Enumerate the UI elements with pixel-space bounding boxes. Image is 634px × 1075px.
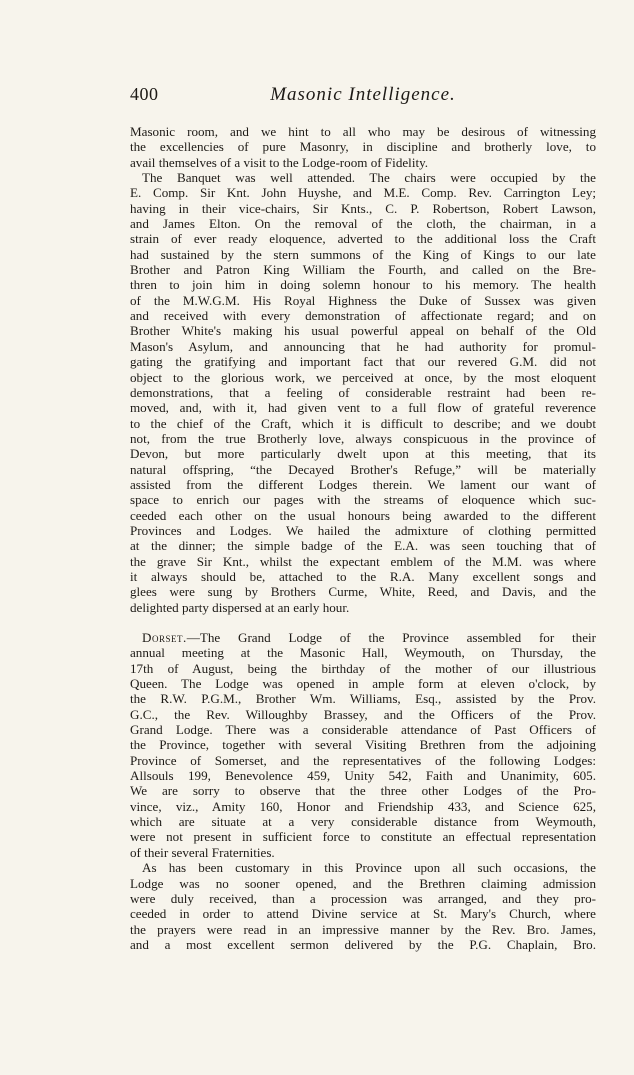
text-line: demonstrations, that a feeling of considerable restraint had been re- (130, 384, 596, 400)
text-line: Lodge was no sooner opened, and the Brethren claiming admission (130, 875, 596, 891)
text-line: moved, and, with it, had given vent to a full flow of grateful reverence (130, 400, 596, 416)
text-line: the R.W. P.G.M., Brother Wm. Williams, Esq., assisted by the Prov. (130, 691, 596, 707)
text-line: Province of Somerset, and the representatives of the following Lodges: (130, 752, 596, 768)
text-line: Masonic room, and we hint to all who may be desirous of witnessing (130, 124, 596, 139)
text-line: it always should be, attached to the R.A. Many excellent songs and (130, 568, 596, 584)
text-line: vince, viz., Amity 160, Honor and Friendship 433, and Science 625, (130, 798, 596, 814)
text-line: delighted party dispersed at an early hour. (130, 599, 350, 615)
text-line: 17th of August, being the birthday of the mother of our illustrious (130, 660, 596, 676)
text-line: were duly received, than a procession was arranged, and they pro- (130, 890, 596, 906)
text-line: to the chief of the Craft, which it is difficult to describe; and we doubt (130, 415, 596, 431)
text-line: and a most excellent sermon delivered by the P.G. Chaplain, Bro. (130, 936, 596, 952)
text-line: the prayers were read in an impressive manner by the Rev. Bro. James, (130, 921, 596, 937)
article-body (130, 124, 596, 952)
text-line: G.C., the Rev. Willoughby Brassey, and the Officers of the Prov. (130, 706, 596, 722)
page-header (130, 84, 596, 110)
text-line: object to the glorious work, we perceived at once, by the most eloquent (130, 369, 596, 385)
text-line: the excellencies of pure Masonry, in discipline and brotherly love, to (130, 139, 596, 155)
text-line: Allsouls 199, Benevolence 459, Unity 542, Faith and Unanimity, 605. (130, 768, 596, 784)
text-line: having in their vice-chairs, Sir Knts., C. P. Robertson, Robert Lawson, (130, 200, 596, 216)
text-line: and James Elton. On the removal of the cloth, the chairman, in a (130, 216, 596, 232)
text-line: strain of ever ready eloquence, adverted to the additional loss the Craft (130, 231, 596, 247)
text-line: Grand Lodge. There was a considerable attendance of Past Officers of (130, 722, 596, 738)
text-line: space to enrich our pages with the streams of eloquence which suc- (130, 492, 596, 508)
text-line: and received with every demonstration of affectionate regard; and on (130, 308, 596, 324)
text-line: at the dinner; the simple badge of the E.A. was seen touching that of (130, 538, 596, 554)
paragraph-dorset (130, 630, 596, 860)
text-line: As has been customary in this Province upon all such occasions, the (142, 860, 596, 876)
text-line: We are sorry to observe that the three other Lodges of the Pro- (130, 783, 596, 799)
text-line: the grave Sir Knt., whilst the expectant emblem of the M.M. was where (130, 553, 596, 569)
text-line: ceeded each other on the usual honours being awarded to the different (130, 507, 596, 523)
text-line: Provinces and Lodges. We hailed the admixture of clothing permitted (130, 522, 596, 538)
text-line (130, 630, 596, 645)
text-line: of their several Fraternities. (130, 844, 275, 860)
paragraph-procession (130, 860, 596, 952)
text-line-rest: —The Grand Lodge of the Province assembled for their (186, 630, 596, 645)
paragraph-gap (130, 615, 596, 630)
text-line: not, from the true Brotherly love, always conspicuous in the province of (130, 430, 596, 446)
running-title: Masonic Intelligence. (270, 84, 456, 105)
text-line: thren to join him in doing solemn honour to his memory. The health (130, 277, 596, 293)
paragraph-banquet (130, 170, 596, 615)
text-line: of the M.W.G.M. His Royal Highness the Duke of Sussex was given (130, 292, 596, 308)
text-line: assisted from the different Lodges therein. We lament our want of (130, 476, 596, 492)
text-line: glees were sung by Brothers Curme, White, Reed, and Davis, and the (130, 584, 596, 600)
text-line: which are situate at a very considerable distance from Weymouth, (130, 814, 596, 830)
text-line: Brother and Patron King William the Fourth, and called on the Bre- (130, 262, 596, 278)
text-line: annual meeting at the Masonic Hall, Weymouth, on Thursday, the (130, 645, 596, 661)
paragraph-fidelity-lodge (130, 124, 596, 170)
section-lead-dorset: Dorset. (142, 630, 187, 645)
text-line: the Province, together with several Visiting Brethren from the adjoining (130, 737, 596, 753)
text-line: gating the gratifying and important fact that our revered G.M. did not (130, 354, 596, 370)
text-line: ceeded in order to attend Divine service at St. Mary's Church, where (130, 906, 596, 922)
text-line: Devon, but more particularly dwelt upon at this meeting, that its (130, 446, 596, 462)
text-line: Mason's Asylum, and announcing that he had authority for promul- (130, 338, 596, 354)
text-line: were not present in sufficient force to constitute an effectual representation (130, 829, 596, 845)
text-line: E. Comp. Sir Knt. John Huyshe, and M.E. Comp. Rev. Carrington Ley; (130, 185, 596, 201)
page-number: 400 (130, 84, 159, 104)
text-line: natural offspring, “the Decayed Brother's Refuge,” will be materially (130, 461, 596, 477)
text-line: Brother White's making his usual powerful appeal on behalf of the Old (130, 323, 596, 339)
text-line: The Banquet was well attended. The chairs were occupied by the (142, 170, 596, 186)
text-line: had sustained by the stern summons of the King of Kings to our late (130, 246, 596, 262)
text-line: avail themselves of a visit to the Lodge-room of Fidelity. (130, 154, 429, 170)
text-line: Queen. The Lodge was opened in ample form at eleven o'clock, by (130, 676, 596, 692)
